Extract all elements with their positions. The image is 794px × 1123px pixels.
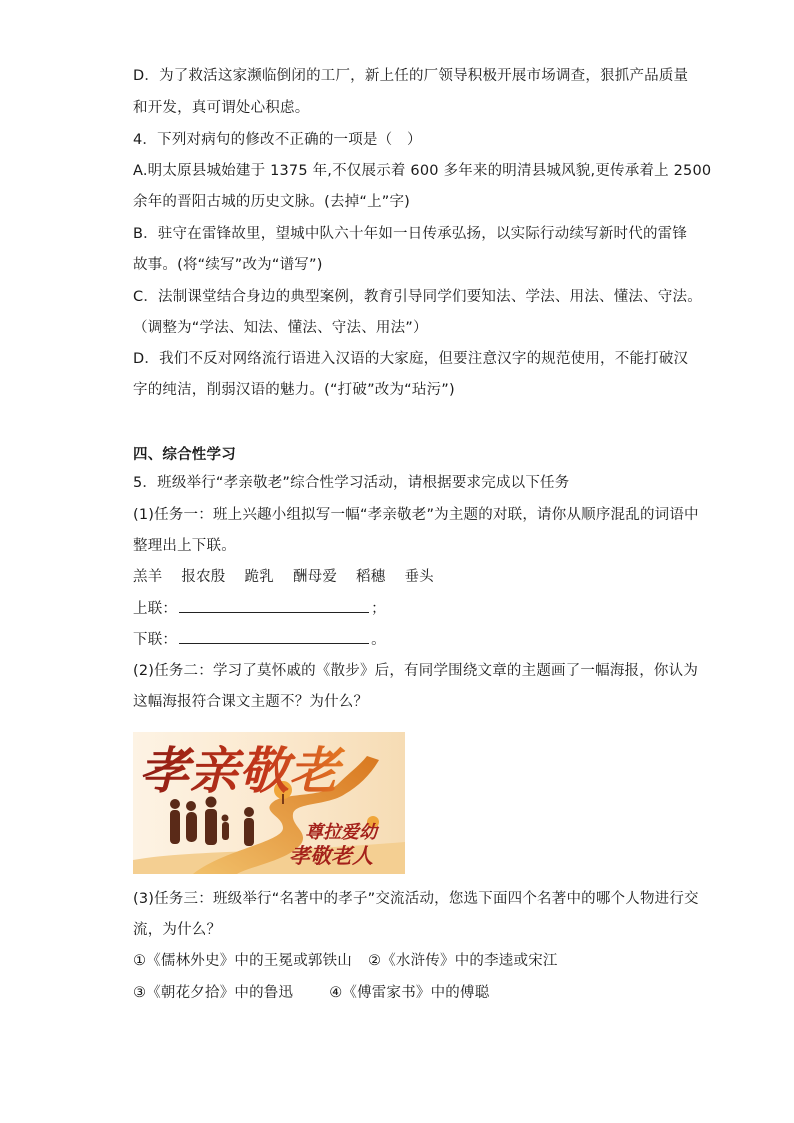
option-d-line-2: 和开发，真可谓处心积虑。 xyxy=(133,100,310,116)
task-2-line-2: 这幅海报符合课文主题不？为什么？ xyxy=(133,694,369,710)
poster-title: 孝亲敬老 xyxy=(139,741,339,800)
option-rulin-waishi: ①《儒林外史》中的王冕或郭铁山 xyxy=(133,953,352,969)
task-3-line-2: 流，为什么？ xyxy=(133,922,222,938)
shanglian-end: ； xyxy=(371,601,386,617)
word-item: 羔羊 xyxy=(133,569,163,585)
classics-options-row-2 xyxy=(133,983,489,1003)
xialian-end: 。 xyxy=(371,632,386,648)
option-d-line-1: D．为了救活这家濒临倒闭的工厂，新上任的厂领导积极开展市场调查，狠抓产品质量 xyxy=(133,68,689,84)
task-2-line-1: (2)任务二：学习了莫怀戚的《散步》后，有同学围绕文章的主题画了一幅海报，你认为 xyxy=(133,663,699,679)
question-4: 4．下列对病句的修改不正确的一项是（ ） xyxy=(133,132,422,148)
q4-option-c-line-2: （调整为“学法、知法、懂法、守法、用法”） xyxy=(133,320,428,336)
task-1-line-2: 整理出上下联。 xyxy=(133,538,236,554)
shanglian-row xyxy=(133,598,386,619)
classics-options-row-1 xyxy=(133,951,558,971)
word-item: 酬母爱 xyxy=(292,569,338,585)
poster-artwork xyxy=(133,732,405,874)
family-silhouette xyxy=(170,797,254,847)
q4-option-a-line-2: 余年的晋阳古城的历史文脉。(去掉“上”字) xyxy=(133,194,411,210)
xialian-answer-blank[interactable] xyxy=(179,629,369,644)
task-3-line-1: (3)任务三：班级举行“名著中的孝子”交流活动，您选下面四个名著中的哪个人物进行交 xyxy=(133,891,699,907)
word-item: 报农殷 xyxy=(181,569,226,585)
option-shuihu-zhuan: ②《水浒传》中的李逵或宋江 xyxy=(368,953,558,969)
q4-option-d-line-2: 字的纯洁，削弱汉语的魅力。(“打破”改为“玷污”) xyxy=(133,382,455,398)
option-zhaohua-xishi: ③《朝花夕拾》中的鲁迅 xyxy=(133,985,294,1001)
poster-slogan-1: 尊拉爱幼 xyxy=(305,822,377,843)
section-heading: 四、综合性学习 xyxy=(133,447,236,463)
word-item: 跪乳 xyxy=(244,569,274,585)
shanglian-answer-blank[interactable] xyxy=(179,598,369,613)
task-1-line-1: (1)任务一：班上兴趣小组拟写一幅“孝亲敬老”为主题的对联，请你从顺序混乱的词语中 xyxy=(133,507,699,523)
q4-option-a-line-1: A.明太原县城始建于 1375 年,不仅展示着 600 多年来的明清县城风貌,更传承着上 2500 xyxy=(133,163,712,179)
poster-slogan-2: 孝敬老人 xyxy=(289,843,373,868)
question-5: 5．班级举行“孝亲敬老”综合性学习活动，请根据要求完成以下任务 xyxy=(133,475,570,491)
shanglian-label: 上联： xyxy=(133,601,178,617)
word-item: 垂头 xyxy=(404,569,434,585)
q4-option-d-line-1: D．我们不反对网络流行语进入汉语的大家庭，但要注意汉字的规范使用，不能打破汉 xyxy=(133,351,689,367)
word-item: 稻穗 xyxy=(356,569,386,585)
option-fulei-jiashu: ④《傅雷家书》中的傅聪 xyxy=(329,985,490,1001)
scrambled-words xyxy=(133,567,453,587)
q4-option-c-line-1: C．法制课堂结合身边的典型案例，教育引导同学们要知法、学法、用法、懂法、守法。 xyxy=(133,289,702,305)
xialian-row xyxy=(133,629,386,650)
q4-option-b-line-2: 故事。(将“续写”改为“谱写”) xyxy=(133,257,323,273)
q4-option-b-line-1: B．驻守在雷锋故里，望城中队六十年如一日传承弘扬，以实际行动续写新时代的雷锋 xyxy=(133,226,688,242)
xialian-label: 下联： xyxy=(133,632,178,648)
poster-image xyxy=(133,732,405,874)
